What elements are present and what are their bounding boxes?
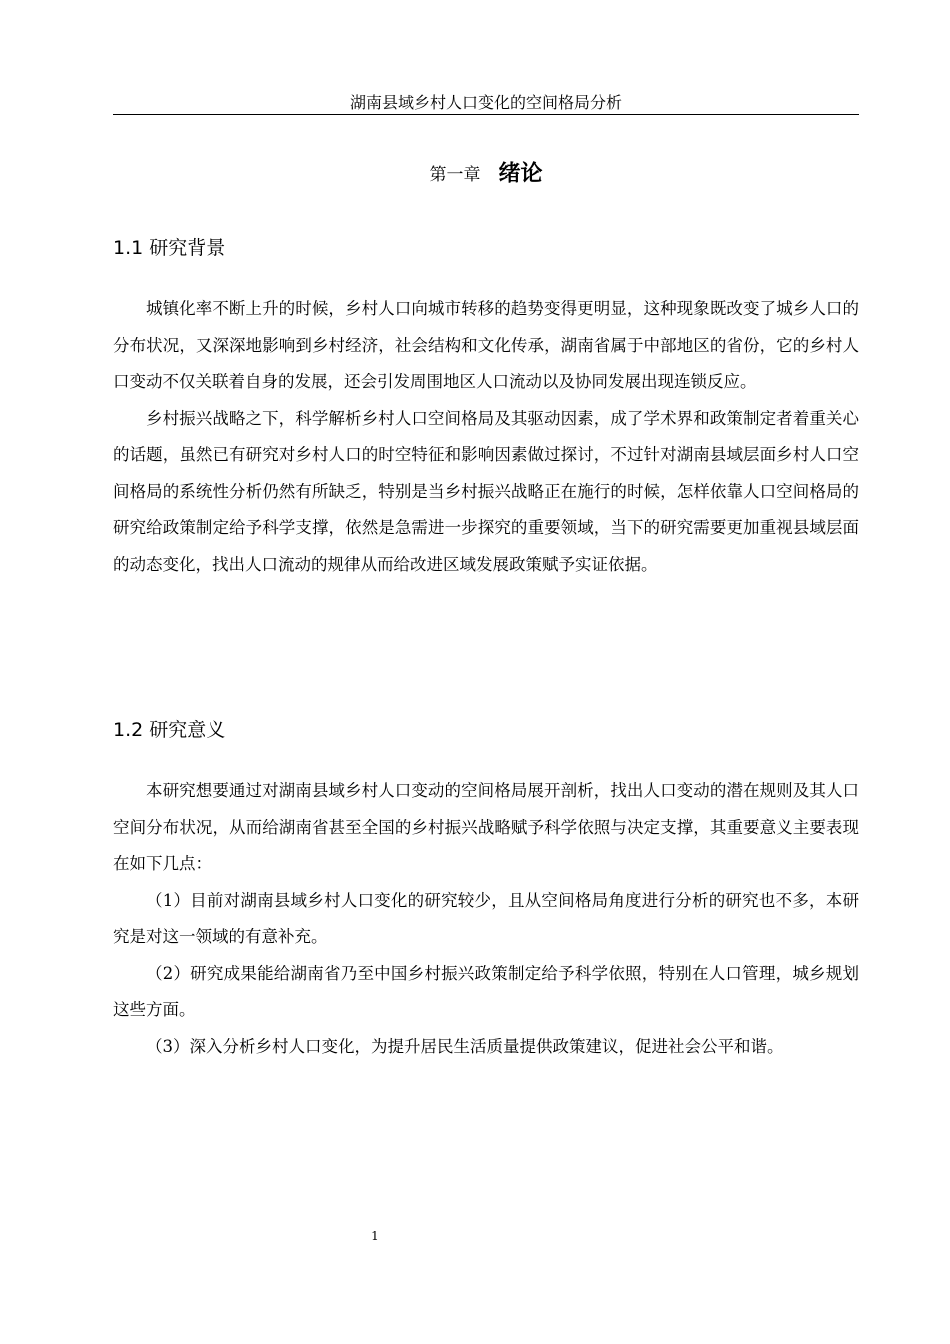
section-body-significance <box>113 773 859 1065</box>
paragraph: 乡村振兴战略之下，科学解析乡村人口空间格局及其驱动因素，成了学术界和政策制定者着重关心的话题，虽然已有研究对乡村人口的时空特征和影响因素做过探讨，不过针对湖南县域层面乡村人口空间格局的系统性分析仍然有所缺乏，特别是当乡村振兴战略正在施行的时候，怎样依靠人口空间格局的研究给政策制定给予科学支撑，依然是急需进一步探究的重要领域，当下的研究需要更加重视县域层面的动态变化，找出人口流动的规律从而给改进区域发展政策赋予实证依据。 <box>113 408 859 574</box>
running-header: 湖南县域乡村人口变化的空间格局分析 <box>349 93 622 112</box>
list-item: （2）研究成果能给湖南省乃至中国乡村振兴政策制定给予科学依照，特别在人口管理，城乡规划这些方面。 <box>113 963 859 1019</box>
chapter-number: 第一章 <box>429 164 481 185</box>
list-item: （3）深入分析乡村人口变化，为提升居民生活质量提供政策建议，促进社会公平和谐。 <box>146 1036 784 1056</box>
chapter-title <box>113 158 859 191</box>
paragraph: 本研究想要通过对湖南县域乡村人口变动的空间格局展开剖析，找出人口变动的潜在规则及其人口空间分布状况，从而给湖南省甚至全国的乡村振兴战略赋予科学依照与决定支撑，其重要意义主要表现在如下几点： <box>113 781 859 873</box>
section-heading-background: 1.1 研究背景 <box>113 237 226 259</box>
paragraph: 城镇化率不断上升的时候，乡村人口向城市转移的趋势变得更明显，这种现象既改变了城乡人口的分布状况，又深深地影响到乡村经济，社会结构和文化传承，湖南省属于中部地区的省份，它的乡村人口变动不仅关联着自身的发展，还会引发周围地区人口流动以及协同发展出现连锁反应。 <box>113 299 859 391</box>
section-body-background <box>113 291 859 583</box>
chapter-name: 绪论 <box>498 161 543 187</box>
header-rule <box>113 114 859 115</box>
page-number: 1 <box>371 1229 379 1243</box>
section-heading-significance: 1.2 研究意义 <box>113 719 226 741</box>
list-item: （1）目前对湖南县域乡村人口变化的研究较少，且从空间格局角度进行分析的研究也不多，本研究是对这一领域的有意补充。 <box>113 890 859 946</box>
